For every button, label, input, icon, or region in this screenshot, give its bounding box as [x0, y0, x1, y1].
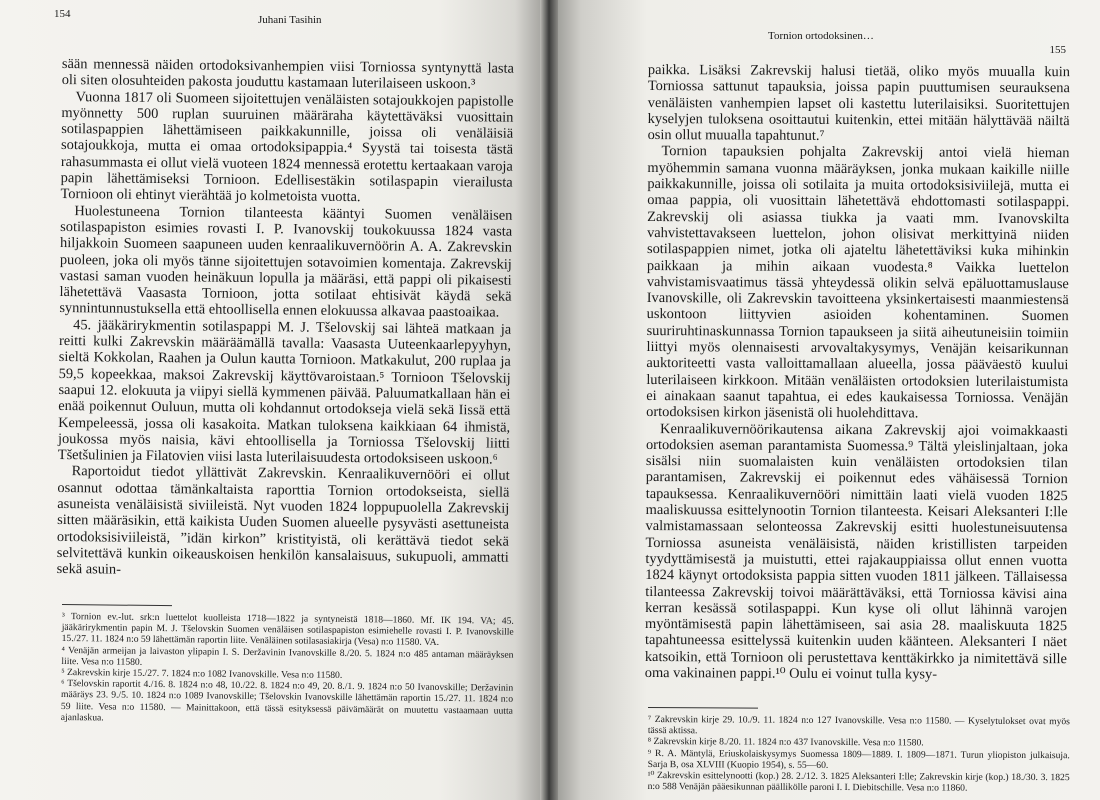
footnote-rule — [648, 707, 758, 709]
right-running-title: Tornion ortodoksinen… — [768, 30, 874, 42]
right-running-head — [648, 22, 1070, 58]
left-paragraph: Huolestuneena Tornion tilanteesta kääntyi Suomen venäläisen sotilaspapiston esimies rovasti I. P. Ivanovskij toukokuussa 1824 vasta hiljakkoin Suomeen saapuneen uuden kenraalikuvernöörin A. A. Zakrevskin puoleen, joka oli myös tänne sijoitettujen sotavoimien komentaja. Zakrevskij vastasi saman vuoden heinäkuun lopulla ja määräsi, että pappi oli pikaisesti lähetettävä Vaasasta Tornioon, jotta sotilaat ehtisivät käydä sekä synnintunnustuksella että ehtoollisella ennen elokuussa alkavaa paastoaikaa. — [59, 202, 513, 322]
footnote: ⁴ Venäjän armeijan ja laivaston ylipapin I. S. Deržavinin Ivanovskille 8./20. 5. 1824 n:o 485 antaman määräyksen liite. Vesa n:o 11580. — [61, 644, 514, 668]
footnote: ⁶ Tšelovskin raportit 4./16. 8. 1824 n:o 48, 10./22. 8. 1824 n:o 49, 20. 8./1. 9. 1824 n:o 50 Ivanovskille; Deržavinin määräys 23. 9./5. 10. 1824 n:o 1089 Ivanovskille; Tšelovskin Ivanovskille lähettämän raportin 15./27. 11. 1824 n:o 59 liite. Vesa n:o 11580. — Mainittakoon, että tässä esityksessä päivämäärät on muutettu vastaamaan uutta ajanlaskua. — [60, 677, 514, 723]
left-footnotes — [61, 604, 514, 728]
left-running-head — [54, 8, 514, 44]
left-running-title: Juhani Tasihin — [258, 14, 322, 26]
right-page-number: 155 — [1049, 44, 1066, 56]
footnote: ⁸ Zakrevskin kirje 8./20. 11. 1824 n:o 437 Ivanovskille. Vesa n:o 11580. — [647, 736, 924, 750]
footnote: ⁷ Zakrevskin kirje 29. 10./9. 11. 1824 n:o 127 Ivanovskille. Vesa n:o 11580. — Kyselytulokset ovat myös tässä aktissa. — [647, 714, 1070, 737]
left-paragraph: sään mennessä näiden ortodoksivanhempien viisi Torniossa syntynyttä lasta oli siten olosuhteiden pakosta jouduttu kastamaan luterilaiseen uskoon.³ — [61, 56, 514, 93]
footnote: ⁵ Zakrevskin kirje 15./27. 7. 1824 n:o 1082 Ivanovskille. Vesa n:o 11580. — [61, 666, 343, 681]
left-body-text — [57, 56, 514, 582]
footnote: ⁹ R. A. Mäntylä, Eriuskolaiskysymys Suomessa 1809—1889. I. 1809—1871. Turun yliopiston julkaisuja. Sarja B, osa XLVIII (Kuopio 1954), s. 55—60. — [647, 747, 1070, 772]
right-body-text — [645, 62, 1070, 683]
left-paragraph: 45. jääkärirykmentin sotilaspappi M. J. Tšelovskij sai lähteä matkaan ja reitti kulki Zakrevskin määräämällä tavalla: Vaasasta Uuteenkaarlepyyhyn, sieltä Kokkolan, Raahen ja Oulun kautta Tornioon. Matkakulut, 200 ruplaa ja 59,5 kopeekkaa, maksoi Zakrevskij käyttövaroistaan.⁵ Tornioon Tšelovskij saapui 12. elokuuta ja viipyi siellä kymmenen päivää. Paluumatkallaan hän ei enää poikennut Ouluun, mutta oli kohdannut ortodokseja vielä sekä Iissä että Kempeleessä, jossa oli kasakoita. Matkan tuloksena kaikkiaan 64 ihmistä, joukossa myös naisia, kävi ehtoollisella ja Torniossa Tšelovskij liitti Tšetšulinien ja Filatovien viisi lasta luterilaisuudesta ortodoksiseen uskoon.⁶ — [57, 316, 512, 468]
right-footnotes — [648, 707, 1070, 795]
footnote: ¹⁰ Zakrevskin esittelynootti (kop.) 28. 2./12. 3. 1825 Aleksanteri I:lle; Zakrevskin kirje (kop.) 18./30. 3. 1825 n:o 588 Venäjän pääesikunnan päällikölle paroni I. I. Diebitschille. Vesa n:o 11860. — [647, 770, 1070, 795]
left-paragraph: Raportoidut tiedot yllättivät Zakrevskin. Kenraalikuvernööri ei ollut osannut odottaa tämänkaltaista raporttia Tornion ortodokseista, siellä asuneista venäläisistä siviileistä. Nyt vuoden 1824 loppupuolella Zakrevskij sitten määräsikin, että kaikista Uuden Suomen alueelle pysyvästi asettuneista ortodoksisiviileistä, ”idän kirkon” kristityistä, oli kerättävä tiedot sekä selvitettävä kunkin oikeauskoisen henkilön kansalaisuus, sukupuoli, ammatti sekä asuin- — [56, 463, 510, 578]
right-paragraph: Kenraalikuvernöörikautensa aikana Zakrevskij ajoi voimakkaasti ortodoksien aseman parantamista Suomessa.⁹ Tältä yleislinjaltaan, joka sisälsi niin suomalaisten kuin venäläisten ortodoksien tilan parantamisen, Zakrevskij ei poikennut edes vähäisessä Tornion tapauksessa. Kenraalikuvernööri nimittäin laati vielä vuoden 1825 maaliskuussa esittelynootin Tornion tilanteesta. Keisari Aleksanteri I:lle valmistamassaan selonteossa Zakrevskij esitti huolestuneisuutensa Torniossa asuneista venäläisistä, näiden kristillisten tarpeiden tyydyttämisestä ja muistutti, ettei rajakauppiaissa ollut ennen vuotta 1824 käynyt ortodoksista pappia sitten vuoden 1811 jälkeen. Tällaisessa tilanteessa Zakrevskij toivoi määrättäväksi, että Torniossa kävisi aina kerran kesässä sotilaspappi. Kun kyse oli ollut lähinnä varojen myöntämisestä papin lähettämiseen, sai asia 28. maaliskuuta 1825 tapahtuneessa esittelyssä kuitenkin uuden käänteen. Aleksanteri I näet katsoikin, että Tornioon oli perustettava kenttäkirkko ja nimitettävä sille oma vakinainen pappi.¹⁰ Oulu ei voinut tulla kysy- — [644, 420, 1069, 683]
footnote-rule — [62, 604, 172, 606]
left-paragraph: Vuonna 1817 oli Suomeen sijoitettujen venäläisten sotajoukkojen papistolle myönnetty 500 ruplan suuruinen määräraha käytettäväksi vuosittain sotilaspappien lähettämiseen paikkakunnille, joissa oli venäläisiä sotajoukkoja, mutta ei omaa ortodoksipappia.⁴ Syystä tai toisesta tästä rahasummasta ei ollut vielä vuoteen 1824 mennessä erotettu kertaakaan varoja papin lähettämiseksi Tornioon. Edellisestäkin sotilaspapin vierailusta Tornioon oli ehtinyt vierähtää jo kolmetoista vuotta. — [60, 88, 514, 206]
left-page-number: 154 — [54, 8, 71, 20]
right-paragraph: paikka. Lisäksi Zakrevskij halusi tietää, oliko myös muualla kuin Torniossa sattunut tapauksia, joissa papin puuttumisen seurauksena venäläisten vanhempien lapset oli kastettu luterilaisiksi. Suoritettujen kyselyjen tuloksena osoittautui kuitenkin, ettei mitään hälyttävää näiltä osin ollut muualla tapahtunut.⁷ — [647, 62, 1070, 145]
left-page — [0, 0, 548, 800]
footnote: ³ Tornion ev.-lut. srk:n luettelot kuolleista 1718—1822 ja syntyneistä 1818—1860. Mf. IK 194. VA; 45. jääkärirykmentin papin M. J. Tšelovskin Suomen venäläisen sotilaspapiston esimiehelle rovasti I. P. Ivanovskille 15./27. 11. 1824 n:o 59 lähettämän raportin liite. Venäläinen sotilasasiakirja (Vesa) n:o 11580. VA. — [61, 610, 514, 648]
book-gutter — [540, 0, 558, 800]
right-paragraph: Tornion tapauksien pohjalta Zakrevskij antoi vielä hieman myöhemmin samana vuonna määräyksen, jonka mukaan kaikille niille paikkakunnille, joissa oli sotilaita ja muita ortodoksisiviilejä, mutta ei omaa pappia, oli vuosittain lähetettävä ehdottomasti sotilaspappi. Zakrevskij oli asiassa tiukka ja vaati mm. Ivanovskilta vahvistettavakseen luettelon, johon olisivat merkittyinä niiden sotilaspappien nimet, jotka oli ajateltu lähetettäviksi kuka mihinkin paikkaan ja mihin aikaan vuodesta.⁸ Vaikka luettelon vahvistamisvaatimus tässä yhteydessä olikin selvä epäluottamuslause Ivanovskille, oli Zakrevskin tavoitteena yksinkertaisesti maanmiestensä uskontoon liittyvien asioiden kohentaminen. Suomen suuriruhtinaskunnassa Tornion tapaukseen ja siitä aiheutuneisiin toimiin liittyi myös olennaisesti arvovaltakysymys, Venäjän keisarikunnan auktoriteetti vasta valloittamallaan alueella, jossa pääväestö kuului luterilaiseen kirkkoon. Mitään venäläisten ortodoksien luterilaistumista ei ainakaan saanut tapahtua, ei edes kaukaisessa Torniossa. Venäjän ortodoksisen kirkon jäsenistä oli huolehdittava. — [646, 143, 1070, 422]
right-page — [548, 0, 1100, 800]
